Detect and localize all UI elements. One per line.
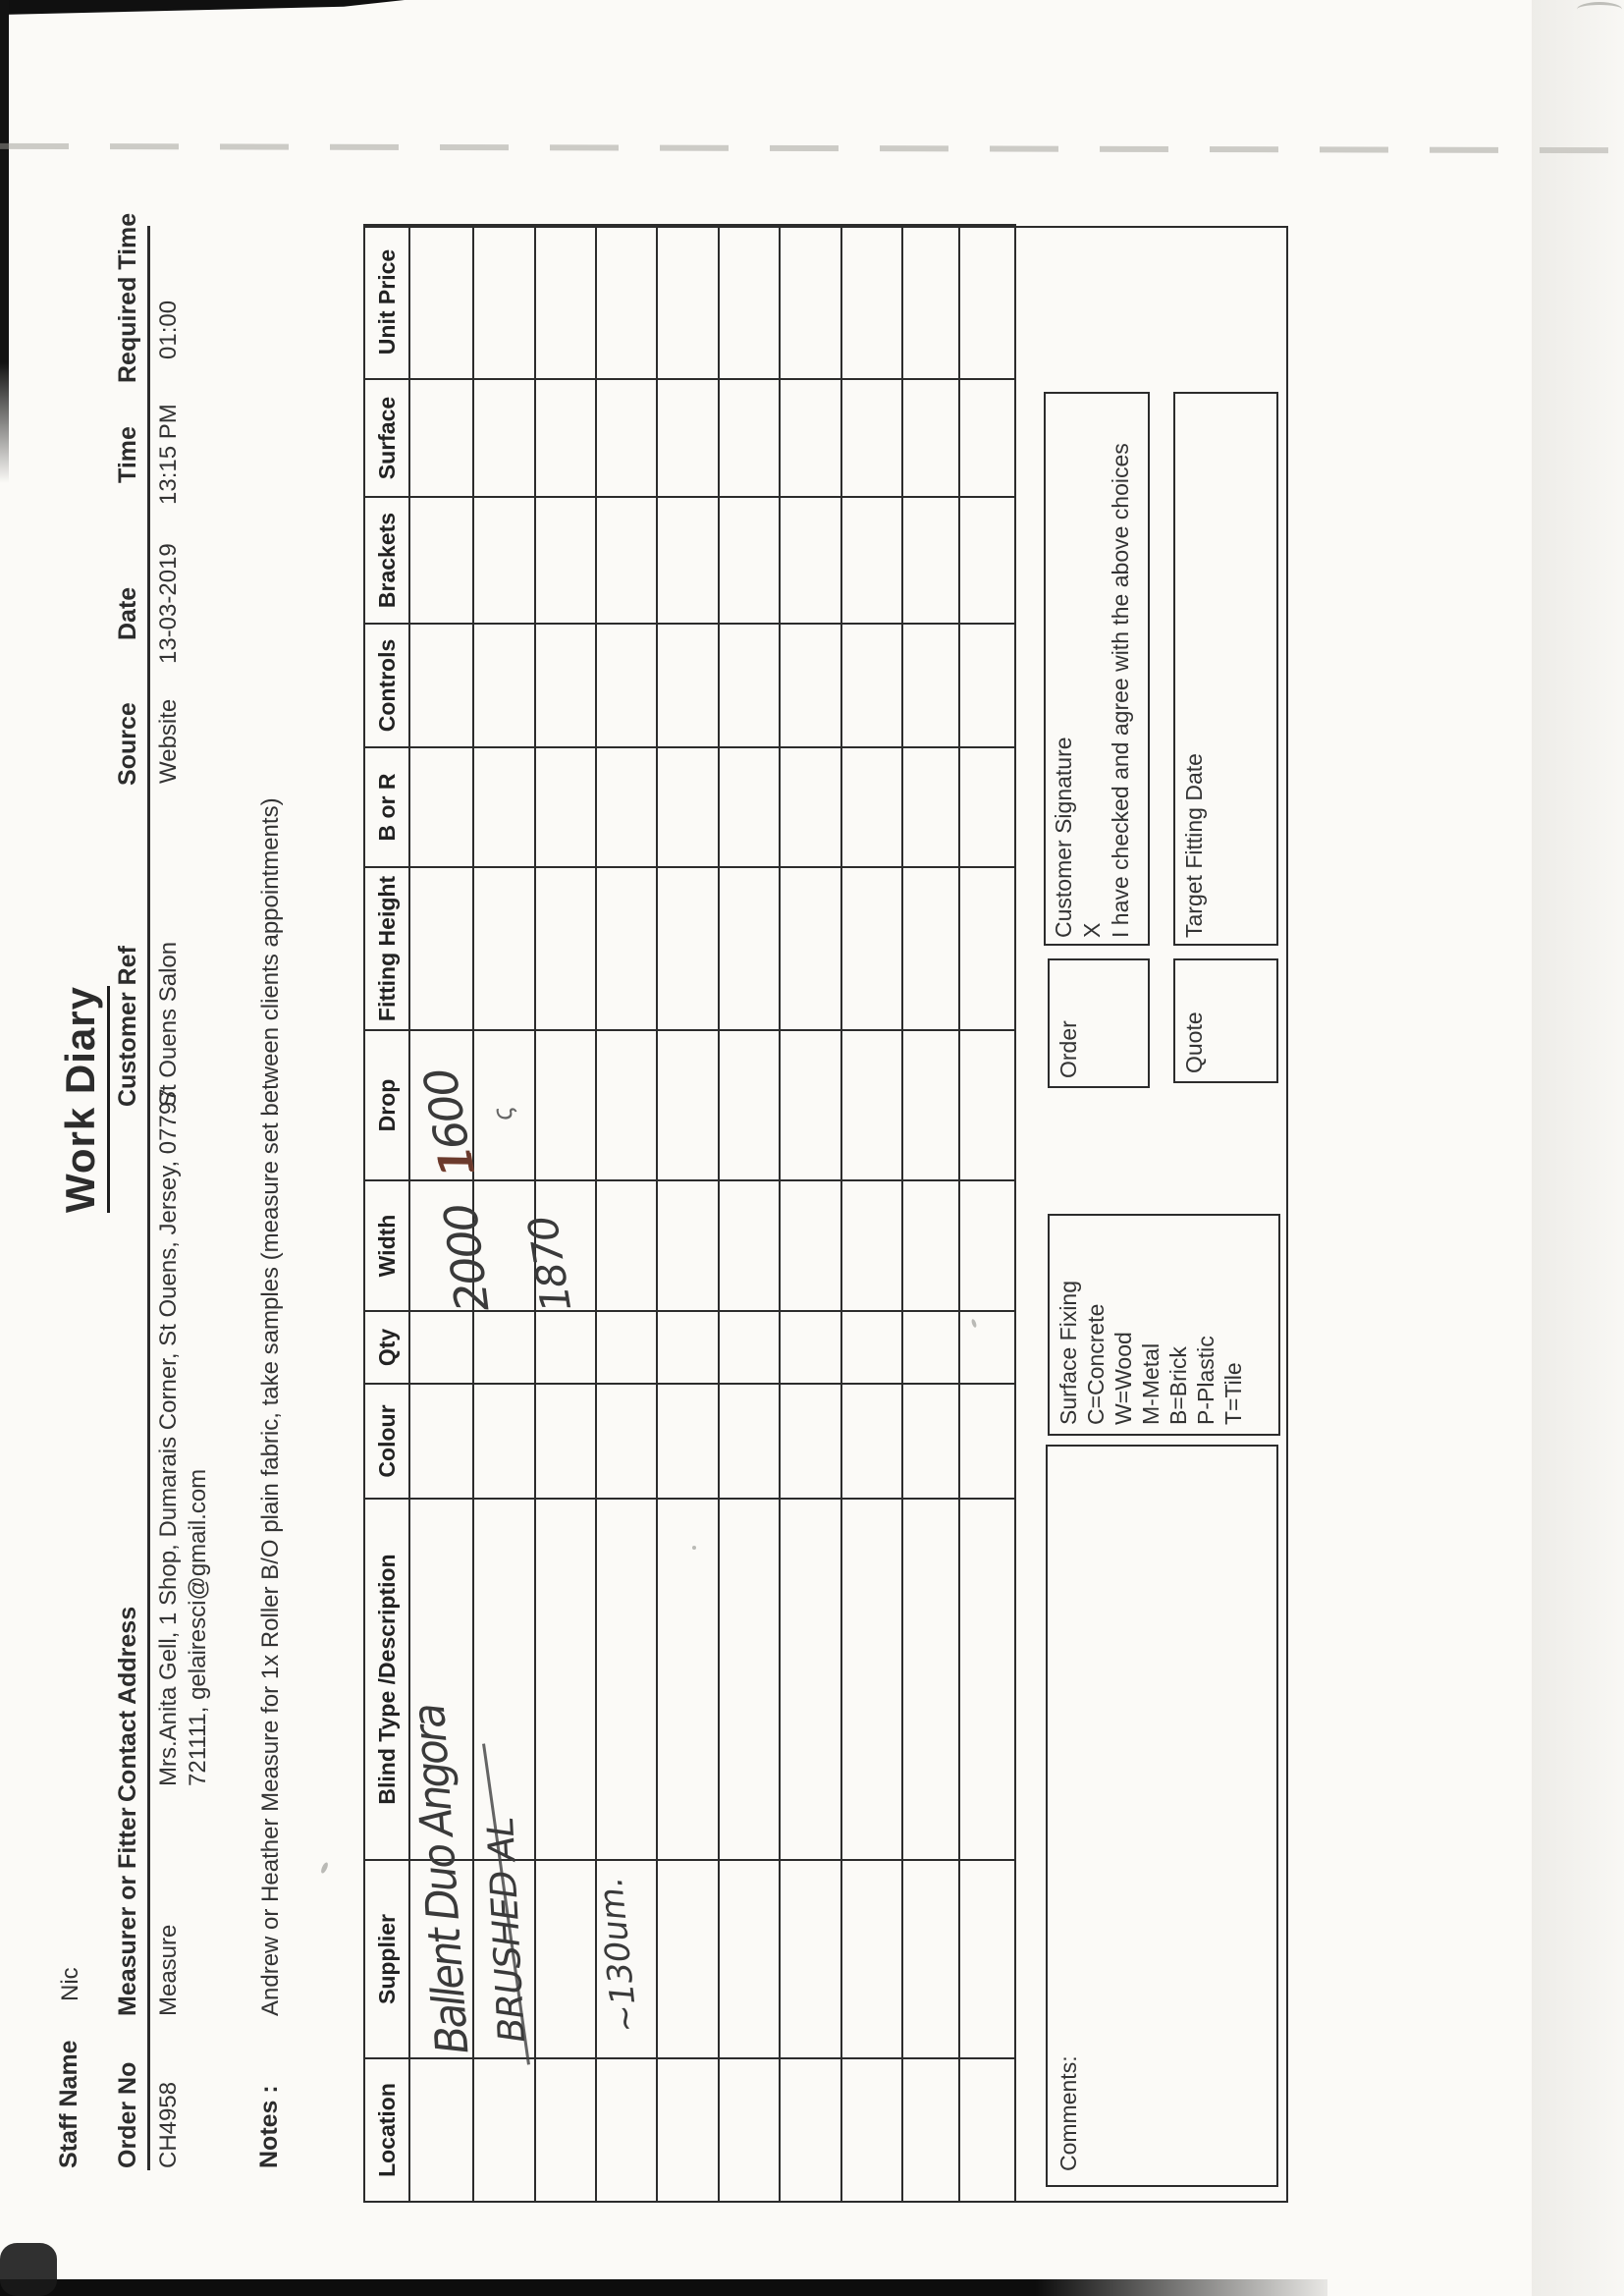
grid-cell <box>596 1030 657 1180</box>
grid-cell <box>841 1311 902 1384</box>
grid-cell <box>535 379 596 497</box>
contact-address-label: Contact Address <box>114 1606 141 1802</box>
grid-cell <box>596 497 657 624</box>
grid-cell <box>959 1860 1015 2058</box>
grid-cell <box>719 1180 780 1311</box>
column-header-drop: Drop <box>364 1030 409 1180</box>
grid-cell <box>473 1311 535 1384</box>
column-header-controls: Controls <box>364 624 409 747</box>
grid-cell <box>596 225 657 379</box>
grid-cell <box>780 497 841 624</box>
grid-cell <box>596 1384 657 1499</box>
grid-cell <box>596 2058 657 2202</box>
grid-cell <box>902 225 959 379</box>
grid-cell <box>902 1030 959 1180</box>
grid-cell <box>841 225 902 379</box>
grid-cell <box>535 624 596 747</box>
grid-cell <box>409 867 473 1030</box>
grid-cell <box>657 747 719 867</box>
grid-cell <box>841 2058 902 2202</box>
column-header-qty: Qty <box>364 1311 409 1384</box>
surface-fixing-wood: W=Wood <box>1110 1332 1136 1425</box>
grid-cell <box>473 747 535 867</box>
grid-cell <box>959 497 1015 624</box>
grid-cell <box>959 1180 1015 1311</box>
grid-cell <box>657 867 719 1030</box>
notes-value: Andrew or Heather Measure for 1x Roller B/O plain fabric, take samples (measure set between clients appointments) <box>257 797 284 2016</box>
grid-cell <box>841 747 902 867</box>
date-value: 13-03-2019 <box>155 543 182 664</box>
surface-fixing-plastic: P-Plastic <box>1193 1336 1218 1425</box>
grid-cell <box>780 867 841 1030</box>
grid-cell <box>596 747 657 867</box>
grid-cell <box>409 1311 473 1384</box>
grid-cell <box>780 1311 841 1384</box>
grid-cell <box>780 1499 841 1860</box>
grid-cell <box>596 1499 657 1860</box>
grid-cell <box>780 1860 841 2058</box>
grid-cell <box>780 225 841 379</box>
grid-cell <box>719 379 780 497</box>
handwritten-width-row2: 1870 <box>518 1214 581 1316</box>
column-header-b-or-r: B or R <box>364 747 409 867</box>
grid-cell <box>959 379 1015 497</box>
grid-cell <box>719 1030 780 1180</box>
order-no-label: Order No <box>114 2061 141 2168</box>
grid-cell <box>959 225 1015 379</box>
grid-cell <box>535 1384 596 1499</box>
customer-ref-value: St Ouens Salon <box>155 941 182 1107</box>
grid-cell <box>473 1384 535 1499</box>
signature-x-mark: X <box>1079 922 1105 938</box>
grid-cell <box>473 1499 535 1860</box>
grid-row <box>657 225 719 2202</box>
grid-cell <box>596 1180 657 1311</box>
grid-cell <box>473 379 535 497</box>
column-header-colour: Colour <box>364 1384 409 1499</box>
grid-cell <box>535 2058 596 2202</box>
grid-cell <box>535 1860 596 2058</box>
comments-box <box>1046 1445 1278 2187</box>
grid-cell <box>657 2058 719 2202</box>
column-header-fitting-height: Fitting Height <box>364 867 409 1030</box>
handwritten-drop-row2-mark: ς <box>487 1103 520 1125</box>
order-no-value: CH4958 <box>155 2081 182 2168</box>
staff-name-label: Staff Name <box>55 2040 82 2168</box>
grid-cell <box>473 497 535 624</box>
grid-cell <box>409 379 473 497</box>
grid-cell <box>657 379 719 497</box>
surface-fixing-title: Surface Fixing <box>1056 1280 1081 1425</box>
handwritten-drop-row1: 1600 <box>412 1066 485 1180</box>
order-label: Order <box>1056 1020 1081 1078</box>
grid-cell <box>780 379 841 497</box>
grid-cell <box>409 2058 473 2202</box>
notes-label: Notes : <box>255 2085 283 2168</box>
surface-fixing-metal: M-Metal <box>1138 1342 1164 1425</box>
scan-artifact-right-band <box>1532 0 1624 2296</box>
grid-cell <box>657 1860 719 2058</box>
measurer-label: Measurer or Fitter <box>114 1807 141 2016</box>
order-box <box>1048 958 1150 1088</box>
grid-cell <box>409 1384 473 1499</box>
grid-cell <box>596 624 657 747</box>
source-value: Website <box>155 698 182 784</box>
grid-cell <box>841 1384 902 1499</box>
grid-cell <box>780 2058 841 2202</box>
grid-cell <box>596 867 657 1030</box>
grid-cell <box>473 2058 535 2202</box>
date-label: Date <box>114 586 141 640</box>
grid-cell <box>657 1499 719 1860</box>
grid-cell <box>780 1030 841 1180</box>
grid-cell <box>535 747 596 867</box>
grid-cell <box>902 747 959 867</box>
grid-cell <box>473 225 535 379</box>
grid-cell <box>780 1180 841 1311</box>
surface-fixing-concrete: C=Concrete <box>1083 1303 1109 1425</box>
grid-row <box>841 225 902 2202</box>
grid-cell <box>902 1384 959 1499</box>
grid-cell <box>841 1030 902 1180</box>
grid-cell <box>902 1860 959 2058</box>
grid-row <box>902 225 959 2202</box>
column-header-unit-price: Unit Price <box>364 225 409 379</box>
handwritten-adjustment-row4: ~130um. <box>590 1875 647 2035</box>
grid-cell <box>719 1311 780 1384</box>
grid-cell <box>902 624 959 747</box>
grid-cell <box>959 1384 1015 1499</box>
customer-ref-label: Customer Ref <box>114 946 141 1107</box>
grid-cell <box>409 497 473 624</box>
column-header-brackets: Brackets <box>364 497 409 624</box>
source-label: Source <box>114 702 141 786</box>
grid-cell <box>719 2058 780 2202</box>
grid-row <box>959 225 1015 2202</box>
surface-fixing-tile: T=Tile <box>1220 1362 1246 1425</box>
grid-cell <box>657 225 719 379</box>
time-label: Time <box>114 426 141 483</box>
handwritten-supplier-row2: BRUSHED AL <box>479 1816 533 2044</box>
grid-cell <box>535 497 596 624</box>
grid-cell <box>657 1180 719 1311</box>
grid-cell <box>719 1499 780 1860</box>
column-header-width: Width <box>364 1180 409 1311</box>
ink-speck <box>692 1546 696 1550</box>
contact-address-line1: Mrs.Anita Gell, 1 Shop, Dumarais Corner, St Ouens, Jersey, 07797 <box>155 1088 182 1786</box>
grid-cell <box>719 747 780 867</box>
column-header-location: Location <box>364 2058 409 2202</box>
grid-cell <box>902 1499 959 1860</box>
quote-label: Quote <box>1181 1011 1207 1073</box>
grid-row <box>719 225 780 2202</box>
target-fitting-date-box <box>1173 392 1278 946</box>
target-fitting-date-label: Target Fitting Date <box>1181 753 1207 938</box>
staff-name-value: Nic <box>57 1967 83 2001</box>
grid-cell <box>719 497 780 624</box>
grid-row <box>780 225 841 2202</box>
grid-cell <box>473 867 535 1030</box>
grid-cell <box>841 867 902 1030</box>
time-value: 13:15 PM <box>155 404 182 505</box>
surface-fixing-brick: B=Brick <box>1165 1346 1191 1425</box>
column-header-blind-type-description: Blind Type /Description <box>364 1499 409 1860</box>
grid-cell <box>409 747 473 867</box>
grid-cell <box>841 1860 902 2058</box>
grid-cell <box>719 867 780 1030</box>
grid-cell <box>959 867 1015 1030</box>
contact-address-line2: 721111, gelairesci@gmail.com <box>185 1468 211 1786</box>
grid-cell <box>780 1384 841 1499</box>
grid-cell <box>959 747 1015 867</box>
page-title: Work Diary <box>57 986 110 1213</box>
grid-cell <box>959 624 1015 747</box>
scan-artifact-bottom-edge <box>0 2279 1327 2296</box>
grid-cell <box>959 1311 1015 1384</box>
grid-cell <box>959 1499 1015 1860</box>
comments-label: Comments: <box>1056 2055 1081 2171</box>
grid-cell <box>902 1180 959 1311</box>
grid-cell <box>596 379 657 497</box>
scan-artifact-corner-blob <box>0 2243 57 2296</box>
handwritten-supplier-row1: Ballent Duo Angora <box>402 1704 479 2056</box>
scan-artifact-left-edge <box>0 0 9 483</box>
grid-cell <box>902 379 959 497</box>
grid-cell <box>657 1384 719 1499</box>
column-header-surface: Surface <box>364 379 409 497</box>
customer-signature-label: Customer Signature <box>1051 737 1076 938</box>
grid-cell <box>409 225 473 379</box>
measurer-value: Measure <box>155 1924 182 2016</box>
grid-cell <box>841 497 902 624</box>
grid-cell <box>902 497 959 624</box>
required-time-label: Required Time <box>114 212 141 383</box>
ink-speck <box>320 1862 330 1875</box>
grid-cell <box>535 1499 596 1860</box>
grid-cell <box>535 225 596 379</box>
grid-cell <box>719 1384 780 1499</box>
scan-artifact-corner-curl <box>1577 2 1622 17</box>
grid-cell <box>535 1030 596 1180</box>
column-header-supplier: Supplier <box>364 1860 409 2058</box>
grid-cell <box>841 624 902 747</box>
grid-cell <box>719 225 780 379</box>
grid-cell <box>719 1860 780 2058</box>
grid-cell <box>841 1499 902 1860</box>
grid-cell <box>902 1311 959 1384</box>
grid-cell <box>780 747 841 867</box>
grid-cell <box>596 1311 657 1384</box>
customer-signature-box <box>1044 392 1150 946</box>
grid-cell <box>719 624 780 747</box>
quote-box <box>1173 958 1278 1083</box>
grid-cell <box>657 624 719 747</box>
handwritten-width-row1: 2000 <box>433 1202 500 1315</box>
grid-cell <box>657 497 719 624</box>
grid-cell <box>902 2058 959 2202</box>
header-underline <box>147 226 150 2170</box>
grid-cell <box>657 1311 719 1384</box>
grid-cell <box>780 624 841 747</box>
signature-agreement-text: I have checked and agree with the above choices <box>1108 443 1133 938</box>
grid-cell <box>902 867 959 1030</box>
grid-cell <box>959 2058 1015 2202</box>
grid-cell <box>535 1311 596 1384</box>
grid-cell <box>473 624 535 747</box>
surface-fixing-box <box>1048 1214 1280 1436</box>
grid-cell <box>657 1030 719 1180</box>
required-time-value: 01:00 <box>155 300 182 359</box>
grid-cell <box>841 379 902 497</box>
grid-cell <box>959 1030 1015 1180</box>
grid-cell <box>841 1180 902 1311</box>
grid-cell <box>409 624 473 747</box>
grid-cell <box>535 867 596 1030</box>
